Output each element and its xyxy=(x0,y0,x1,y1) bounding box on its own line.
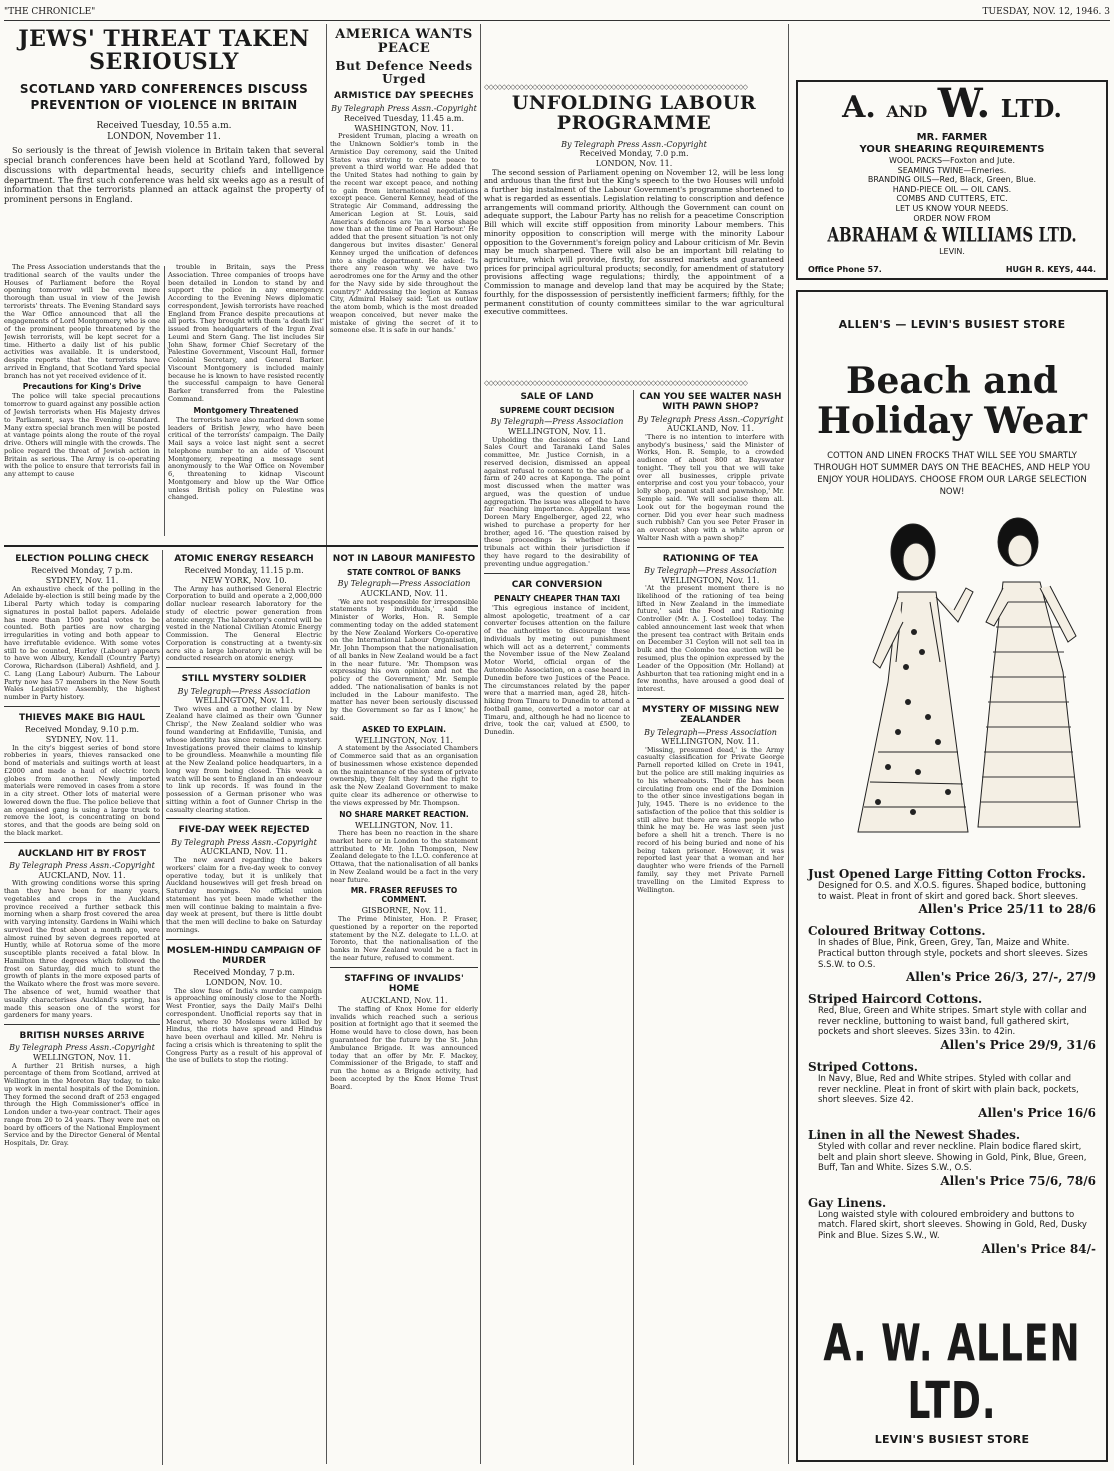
auckland-title: AUCKLAND HIT BY FROST xyxy=(18,848,146,859)
ad-item-price: Allen's Price 26/3, 27/-, 27/9 xyxy=(905,970,1096,985)
nash-title: CAN YOU SEE WALTER NASH WITH PAWN SHOP? xyxy=(639,392,782,413)
america-received: Received Tuesday, 11.45 a.m. xyxy=(343,114,465,124)
labour-byline: By Telegraph Press Assn.-Copyright xyxy=(561,139,707,149)
fraser-title: MR. FRASER REFUSES TO COMMENT. xyxy=(350,886,458,905)
ad-item-price: Allen's Price 84/- xyxy=(981,1241,1096,1256)
ad-item-desc: In Navy, Blue, Red and White stripes. Styled with collar and rever neckline. Pleat in front of skirt with plain back, pockets, short sleeves. Size 42. xyxy=(818,1074,1079,1106)
ad-aw-firm: ABRAHAM & WILLIAMS LTD. xyxy=(827,223,1077,247)
rule xyxy=(4,706,160,707)
ad-aw-l1: MR. FARMER xyxy=(916,132,988,143)
dotted-border: ◇◇◇◇◇◇◇◇◇◇◇◇◇◇◇◇◇◇◇◇◇◇◇◇◇◇◇◇◇◇◇◇◇◇◇◇◇◇◇◇◇◇◇◇◇◇◇◇◇◇◇◇◇◇◇◇◇◇◇◇ xyxy=(484,84,747,90)
auckland-dateline: AUCKLAND, Nov. 11. xyxy=(38,870,126,880)
share-dateline: WELLINGTON, Nov. 11. xyxy=(355,820,453,830)
ad-item-price: Allen's Price 29/9, 31/6 xyxy=(940,1038,1096,1052)
moslem-title: MOSLEM-HINDU CAMPAIGN OF MURDER xyxy=(166,945,322,966)
col-divider xyxy=(162,550,163,1465)
land-dateline: WELLINGTON, Nov. 11. xyxy=(508,426,606,436)
mystery-byline: By Telegraph—Press Association xyxy=(644,727,777,737)
rule xyxy=(637,547,784,548)
ad-abraham-williams xyxy=(796,80,1108,280)
ad-item-desc: Long waisted style with coloured embroidery and buttons to match. Flared skirt, short sleeves. Showing in Gold, Red, Dusky Pink and Blue. Sizes S.W., W. xyxy=(818,1209,1087,1241)
ad-allen-illustration xyxy=(818,502,1088,842)
ad-allen-logo: A. W. ALLEN LTD. xyxy=(823,1315,1081,1431)
rule xyxy=(637,698,784,699)
labour-received: Received Monday, 7.0 p.m. xyxy=(579,149,689,159)
fiveday-text: The new award regarding the bakers workers' claim for a five-day week to convey operative today, but it is unlikely that Auckland housewives will get fresh bread on Saturday mornings. No official union statement has yet been made whether the men will continue baking to maintain a five-day week at present, but there is little doubt that the men will decline to bake on Saturday mornings. xyxy=(166,855,322,934)
ad-allen-item xyxy=(808,1128,1096,1188)
staffing-dateline: AUCKLAND, Nov. 11. xyxy=(360,996,448,1006)
thieves-title: THIEVES MAKE BIG HAUL xyxy=(18,713,146,724)
land-byline: By Telegraph—Press Association xyxy=(490,417,624,427)
nurses-title: BRITISH NURSES ARRIVE xyxy=(19,1031,145,1042)
moslem-text: The slow fuse of India's murder campaign is approaching ominously close to the North-West Frontier, says the Daily Mail's Delhi correspondent. Unofficial reports say that in Meerut, where 30 Moslems were killed by Hindus, the riots have spread and Hindus have been overhaul and killed. Mr. Nehru is facing a crisis which is threatening to split the Congress Party as a result of his approval of the use of bullets to stop the rioting. xyxy=(166,986,322,1065)
fiveday-dateline: AUCKLAND, Nov. 11. xyxy=(200,847,288,857)
lead-headline: JEWS' THREAT TAKEN SERIOUSLY xyxy=(18,26,310,76)
labour-text: The second session of Parliament opening on November 12, will be less long and arduous than the first but the King's speech to the two Houses will unfold a further big instalment of the Labour Government's programme shortened to what is regarded as essentials. Legislation relating to conscription and defence arrangements will command priority. Although the Government can count on adequate support, the Labour Party has no relish for a peacetime Conscription Bill which will excite stiff opposition from minority Labour members. This minority opposition to conscription will merge with the minority Labour opposition to the Government's foreign policy and Labour criticism of Mr. Bevin may be much sharpened. There will also be an important bill relating to agriculture, which will provide, firstly, for assured markets and guaranteed prices for principal agricultural products; secondly, for amendment of statutory provisions affecting wage regulations; thirdly, the appointment of a Commission to manage and develop land that may be acquired by the State; fourthly, for the dispossession of persistently inefficient farmers; fifthly, for the permanent constitution of county committees similar to the war agricultural executive committees. xyxy=(484,167,784,317)
ad-aw-ltd: LTD. xyxy=(1000,94,1062,123)
nash-byline: By Telegraph Press Assn.-Copyright xyxy=(637,414,784,424)
woman-right xyxy=(978,518,1080,827)
soldier-dateline: WELLINGTON, Nov. 11. xyxy=(195,696,293,706)
election-received: Received Monday, 7 p.m. xyxy=(31,566,133,576)
lead-col1-sub: Precautions for King's Drive xyxy=(22,382,142,392)
soldier-byline: By Telegraph—Press Association xyxy=(177,686,311,696)
rule xyxy=(166,818,322,819)
car-sec: PENALTY CHEAPER THAN TAXI xyxy=(493,593,621,603)
rule xyxy=(4,842,160,843)
ad-aw-w: W. xyxy=(937,80,991,127)
lead-subhead: SCOTLAND YARD CONFERENCES DISCUSS PREVENTION OF VIOLENCE IN BRITAIN xyxy=(19,82,309,112)
ad-item-name: Striped Cottons. xyxy=(808,1060,918,1074)
election-title: ELECTION POLLING CHECK xyxy=(15,554,149,564)
ad-allen-banner: ALLEN'S — LEVIN'S BUSIEST STORE xyxy=(838,318,1066,331)
america-text: President Truman, placing a wreath on the Unknown Soldier's tomb in the Armistice Day ceremony, said the United States was striving to create peace to prevent a third world war. He added that the United States had nothing to gain by the recent war except peace, and nothing to gain from international negotiations except peace. General Kenney, head of the Strategic Air Command, addressing the American Legion at St. Louis, said America's defences are 'in a worse shape now than at the time of Pearl Harbour.' He added that the present situation 'is not only dangerous but invites disaster.' General Kenney urged the unification of defences into a single department. He asked: 'Is there any reason why we have two aerodromes one for the Army and the other for the Navy side by side throughout the country?' Addressing the legion at Kansas City, Admiral Halsey said: 'Let us outlaw the atom bomb, which is the most dreaded weapon conceived, but never make the mistake of giving the secret of it to someone else. It is safe in our hands.' xyxy=(330,132,478,335)
ad-item-desc: Designed for O.S. and X.O.S. figures. Shaped bodice, buttoning to waist. Pleat in front of skirt and gored back. Short sleeves. xyxy=(818,881,1087,902)
col-divider xyxy=(788,24,789,1464)
rule xyxy=(166,667,322,668)
lead-divider xyxy=(164,266,165,536)
ad-allen-footer: LEVIN'S BUSIEST STORE xyxy=(874,1433,1030,1446)
ad-allen-item xyxy=(808,867,1096,916)
ad-item-price: Allen's Price 25/11 to 28/6 xyxy=(918,902,1096,917)
column-c-left xyxy=(330,552,478,1467)
frocks-illustration xyxy=(818,502,1088,842)
america-story xyxy=(330,24,478,544)
nurses-dateline: WELLINGTON, Nov. 11. xyxy=(33,1052,131,1062)
ad-allen-item xyxy=(808,992,1096,1052)
ad-allen-item xyxy=(808,1196,1096,1256)
ad-aw-l8: LET US KNOW YOUR NEEDS. xyxy=(895,203,1009,213)
soldier-text: Two wives and a mother claim by New Zealand have claimed as their own 'Gunner Chrisp', the New Zealand soldier who was found wandering at Enfidaville, Tunisia, and whose identity has since remained a mystery. Investigations proved their claims to kinship to be groundless. Meanwhile a mounting file at the New Zealand police headquarters, in a long way from being closed. This week a watch will be sent to England in an endeavour to link up records. It was found in the possession of a German prisoner who was sitting within a foot of Gunner Chrisp in the casualty clearing station. xyxy=(166,704,322,814)
moslem-dateline: LONDON, Nov. 10. xyxy=(205,977,283,987)
ad-item-name: Striped Haircord Cottons. xyxy=(808,992,983,1007)
tea-title: RATIONING OF TEA xyxy=(662,553,759,564)
lead-col1: The Press Association understands that the traditional search of the vaults under the Houses of Parliament before the Royal opening tomorrow will be even more thorough than usual in view of the Jewish terrorists' threats. The Evening Standard says the War Office announced that all the engagements of Lord Montgomery, who is one of the prominent people threatened by the Jewish terrorists, will be kept secret for a time. Hitherto a daily list of his public activities was available. It is understood, despite reports that the terrorists have arrived in England, that Scotland Yard special branch has not yet received evidence of it. xyxy=(4,263,160,380)
atomic-title: ATOMIC ENERGY RESEARCH xyxy=(174,554,314,564)
ad-aw-manager: HUGH R. KEYS, 444. xyxy=(1005,265,1096,274)
manifesto-text: 'We are not responsible for irresponsible statements by individuals,' said the Minister of Works, Hon. R. Semple commenting today on the added statement by the New Zealand Workers Co-operative on the International Labour Organisation, Mr. John Thompson that the nationalisation of all banks in New Zealand would be a fact in the near future. 'Mr. Thompson was expressing his own opinion and not the policy of the Government,' Mr. Semple added. 'The nationalisation of banks is not included in the Labour manifesto. The matter has never been seriously discussed by the Government so far as I know,' he said. xyxy=(330,597,478,723)
column-a xyxy=(4,552,160,1467)
ad-aw-l9: ORDER NOW FROM xyxy=(913,213,991,223)
ad-item-desc: In shades of Blue, Pink, Green, Grey, Tan, Maize and White. Practical button through style, pockets and short sleeves. Sizes S.S.W. to O.S. xyxy=(818,938,1088,970)
lead-intro: So seriously is the threat of Jewish violence in Britain taken that several special branch conferences have been held at Scotland Yard, followed by discussions with departmental heads, security chiefs and intelligence department. The first such conference was held six weeks ago as a result of information that the terrorists planned an attack against the property of prominent persons in England. xyxy=(4,144,324,205)
america-sec: ARMISTICE DAY SPEECHES xyxy=(333,91,475,102)
thieves-received: Received Monday, 9.10 p.m. xyxy=(24,725,140,735)
mystery-title: MYSTERY OF MISSING NEW ZEALANDER xyxy=(641,704,780,726)
soldier-title: STILL MYSTERY SOLDIER xyxy=(181,674,307,685)
ad-item-name: Linen in all the Newest Shades. xyxy=(808,1127,1021,1142)
ad-allen-h1: Beach and xyxy=(846,360,1058,402)
lead-col1b: The police will take special precautions tomorrow to guard against any possible action of Jewish terrorists when His Majesty drives to Parliament, says the Evening Standard. Many extra special branch men will be posted at vantage points along the route of the royal drive. Others will mingle with the crowds. The police regard the threat of Jewish action in Britain as serious. The Army is co-operating with the police to ensure that terrorists fail in any attempt to cause xyxy=(4,392,160,479)
column-c-right xyxy=(637,390,784,1465)
manifesto-dateline: AUCKLAND, Nov. 11. xyxy=(360,588,448,598)
land-text: Upholding the decisions of the Land Sales Court and Taranaki Land Sales committee, Mr. Justice Cornish, in a reserved decision, dismissed an appeal against refusal to consent to the sale of a farm of 240 acres at Kaponga. The point most discussed when the matter was argued, was the question of undue aggregation. The issue was alleged to have far reaching importance. Appellant was Doreen Mary Engelberger, aged 22, who wished to purchase a property for her brother, aged 16. 'The question raised by these proceedings is whether these tribunals act within their jurisdiction if they have regard to the desirability of preventing undue aggregation.' xyxy=(484,435,630,568)
election-dateline: SYDNEY, Nov. 11. xyxy=(45,575,119,585)
ad-aw-town: LEVIN. xyxy=(939,247,965,257)
lead-story xyxy=(4,24,324,544)
ad-aw-l2: YOUR SHEARING REQUIREMENTS xyxy=(859,144,1045,155)
manifesto-sec: STATE CONTROL OF BANKS xyxy=(347,568,461,578)
mystery-dateline: WELLINGTON, Nov. 11. xyxy=(661,737,760,747)
explain-text: A statement by the Associated Chambers of Commerce said that as an organisation of businessmen whose existence depended on the maintenance of the system of private ownership, they felt they had the right to ask the New Zealand Government to make quite clear its adherence or otherwise to the views expressed by Mr. Thompson. xyxy=(330,744,478,807)
labour-dateline: LONDON, Nov. 11. xyxy=(595,159,673,169)
lead-col2-sub: Montgomery Threatened xyxy=(193,405,299,415)
ad-item-name: Just Opened Large Fitting Cotton Frocks. xyxy=(808,867,1086,881)
land-title: SALE OF LAND xyxy=(520,392,594,402)
america-headline: AMERICA WANTS PEACE xyxy=(335,27,473,56)
woman-left xyxy=(858,524,973,832)
atomic-dateline: NEW YORK, Nov. 10. xyxy=(201,575,287,585)
ad-allen-item xyxy=(808,1060,1096,1120)
staffing-title: STAFFING OF INVALIDS' HOME xyxy=(344,973,464,994)
thieves-dateline: SYDNEY, Nov. 11. xyxy=(45,734,119,744)
tea-dateline: WELLINGTON, Nov. 11. xyxy=(661,575,760,585)
fraser-dateline: GISBORNE, Nov. 11. xyxy=(361,906,447,916)
lead-received: Received Tuesday, 10.55 a.m. xyxy=(96,121,232,132)
column-b-left xyxy=(166,552,322,1467)
labour-story xyxy=(484,92,784,378)
explain-dateline: WELLINGTON, Nov. 11. xyxy=(355,735,453,745)
ad-aw-l5: BRANDING OILS—Red, Black, Green, Blue. xyxy=(867,175,1037,185)
ad-aw-and: AND xyxy=(886,102,928,121)
masthead-rule xyxy=(4,20,1110,21)
ad-allen-items xyxy=(808,867,1096,1264)
fraser-text: The Prime Minister, Hon. P. Fraser, questioned by a reporter on the reported statement by the N.Z. delegate to I.L.O. at Toronto, that the nationalisation of the banks in New Zealand would be a fact in the near future, refused to comment. xyxy=(330,915,478,962)
labour-headline: UNFOLDING LABOUR PROGRAMME xyxy=(511,92,757,134)
car-title: CAR CONVERSION xyxy=(511,579,603,590)
share-text: There has been no reaction in the share market here or in London to the statement attributed to Mr. John Thompson, New Zealand delegate to the I.L.O. conference at Ottawa, that the nationalisation of all banks in New Zealand would be a fact in the very near future. xyxy=(330,829,478,884)
col-divider xyxy=(480,24,481,1464)
ad-item-desc: Styled with collar and rever neckline. Plain bodice flared skirt, belt and plain short sleeve. Showing in Gold, Pink, Blue, Green, Buff, Tan and White. Sizes S.W., O.S. xyxy=(818,1141,1087,1174)
nash-dateline: AUCKLAND, Nov. 11. xyxy=(666,424,755,434)
explain-title: ASKED TO EXPLAIN. xyxy=(362,724,446,734)
ad-allen-h2: Holiday Wear xyxy=(816,400,1088,442)
atomic-text: The Army has authorised General Electric Corporation to build and operate a 2,000,000 dollar nuclear research laboratory for the study of electric power generation from atomic energy. The laboratory's control will be vested in the National Civilian Atomic Energy Commission. The General Electric Corporation is constructing at a twenty-six acre site a large laboratory in which will be conducted research on atomic energy. xyxy=(166,584,322,663)
manifesto-title: NOT IN LABOUR MANIFESTO xyxy=(332,554,476,564)
ad-aw-a: A. xyxy=(842,90,876,125)
ad-aw-l7: COMBS AND CUTTERS, ETC. xyxy=(896,194,1008,204)
paper-name: "THE CHRONICLE" xyxy=(4,7,96,17)
lead-col2b: The terrorists have also marked down some leaders of British Jewry, who have been critical of the terrorists' campaign. The Daily Mail says a voice last night sent a secret telephone number to an aide of Viscount Montgomery, repeating a message sent anonymously to the War Office on November 6, threatening to kidnap Viscount Montgomery and blow up the War Office unless British policy on Palestine was changed. xyxy=(168,415,324,502)
ad-aw-l6: HAND-PIECE OIL — OIL CANS. xyxy=(892,184,1012,194)
america-subhead: But Defence Needs Urged xyxy=(335,59,473,86)
america-dateline: WASHINGTON, Nov. 11. xyxy=(354,123,454,133)
dotted-border: ◇◇◇◇◇◇◇◇◇◇◇◇◇◇◇◇◇◇◇◇◇◇◇◇◇◇◇◇◇◇◇◇◇◇◇◇◇◇◇◇◇◇◇◇◇◇◇◇◇◇◇◇◇◇◇◇◇◇◇◇ xyxy=(484,380,747,386)
ad-item-name: Gay Linens. xyxy=(808,1195,887,1210)
lead-col-left xyxy=(4,264,160,479)
america-byline: By Telegraph Press Assn.-Copyright xyxy=(331,104,477,114)
ad-item-name: Coloured Britway Cottons. xyxy=(808,924,986,939)
car-text: 'This egregious instance of incident, almost apologetic, treatment of a car converter focuses attention on the failure of the authorities to discourage these individuals by meting out punishment which will act as a deterrent,' comments the November issue of the New Zealand Motor World, official organ of the Automobile Association, on a case heard in Dunedin before two Justices of the Peace. The circumstances related by the paper were that a married man, aged 28, hitch-hiking from Timaru to Dunedin to attend a football game, converted a motor car at Timaru, and, although he had no licence to drive, took the car, valued at £500, to Dunedin. xyxy=(484,603,630,737)
ad-aw-l4: SEAMING TWINE—Emeries. xyxy=(897,165,1007,175)
manifesto-byline: By Telegraph—Press Association xyxy=(337,579,471,589)
tea-byline: By Telegraph—Press Association xyxy=(644,565,777,575)
election-text: An exhaustive check of the polling in the Adelaide by-election is still being made by the Liberal Party which today is comparing signatures in postal ballot papers. Adelaide has more than 1500 postal votes to be counted. Both parties are now charging irregularities in voting and both appear to have irrefutable evidence. With some votes still to be counted, Hurley (Labour) appears to have won Albury, Kendall (Country Party) Corowa, Richardson (Liberal) Ashfield, and J. C. Lang (Lang Labour) Auburn. The Labour Party now has 57 members in the New South Wales Legislative Assembly, the highest number in Party history. xyxy=(4,584,160,702)
ad-allen-item xyxy=(808,924,1096,984)
col-divider xyxy=(326,24,327,1464)
auckland-text: With growing conditions worse this spring than they have been for many years, vegetables and crops in the Auckland province received a further setback this morning when a sharp frost covered the area with varying intensity. Gardens in Waihi which survived the frost about a month ago, were almost ruined by seven degrees reported at Huntly, while at Rotorua some of the more susceptible plants received a fatal blow. In Hamilton three degrees which followed the frost on Saturday, did much to stunt the growth of plants in the more exposed parts of the Waikato where the frost was more severe. The absence of wet, humid weather that usually characterises Auckland's spring, has made this season one of the worst for gardeners for many years. xyxy=(4,879,160,1020)
ad-item-price: Allen's Price 75/6, 78/6 xyxy=(940,1173,1096,1188)
thieves-text: In the city's biggest series of bond store robberies in years, thieves ransacked one bond of materials and suitings worth at least £2000 and made a haul of electric torch globes from another. Newly imported materials were removed in cases from a store in a city street. Other lots of material were lowered down the flue. The police believe that an organised gang is using a large truck to remove the loot, is concentrating on bond stores, and that the goods are being sold on the black market. xyxy=(4,743,160,837)
moslem-received: Received Monday, 7 p.m. xyxy=(193,968,295,978)
share-title: NO SHARE MARKET REACTION. xyxy=(339,809,469,819)
nurses-byline: By Telegraph Press Assn.-Copyright xyxy=(9,1043,155,1053)
ad-allen xyxy=(796,290,1108,1462)
lead-col-right xyxy=(168,264,324,502)
ad-aw-contact xyxy=(808,265,1096,274)
ad-allen-intro: COTTON AND LINEN FROCKS THAT WILL SEE YOU SMARTLY THROUGH HOT SUMMER DAYS ON THE BEACHES, AND HELP YOU ENJOY YOUR HOLIDAYS. CHOOSE FROM OUR LARGE SELECTION NOW! xyxy=(813,451,1091,497)
mystery-text: 'Missing, presumed dead,' is the Army casualty classification for Private George Parnell reported killed on Crete in 1941, but the police are still making inquiries as to his whereabouts. Their file has been circulating from one end of the Dominion to the other since investigations began in July, 1945. There is no evidence to the satisfaction of the police that this soldier is still alive but there are some people who think he may be. He was last seen just before a shell hit a trench. There is no record of his being buried and none of his being taken prisoner. However, it was reported last year that a woman and her daughter who were friends of the Parnell family, say they met Private Parnell travelling on the Limited Express to Wellington. xyxy=(637,745,784,894)
col-divider xyxy=(633,390,634,1465)
ad-aw-title xyxy=(798,80,1106,128)
ad-aw-phone: Office Phone 57. xyxy=(808,265,882,274)
ad-item-price: Allen's Price 16/6 xyxy=(978,1105,1096,1120)
column-c-mid xyxy=(484,390,630,1465)
ad-aw-l3: WOOL PACKS—Foxton and Jute. xyxy=(888,156,1016,165)
land-sec: SUPREME COURT DECISION xyxy=(499,406,615,416)
rule xyxy=(4,1024,160,1025)
lead-col2: trouble in Britain, says the Press Association. Three companies of troops have been detailed in London to stand by and support the police in any emergency. According to the Evening News diplomatic correspondent, Jewish terrorists have reached England from France despite precautions at all ports. They brought with them 'a death list' issued from headquarters of the Irgun Zvai Leumi and Stern Gang. The list includes Sir John Shaw, former Chief Secretary of the Palestine Government, Viscount Hall, former Colonial Secretary, and General Barker. Viscount Montgomery is included mainly because he is known to have resisted recently the successful campaign to have General Barker transferred from the Palestine Command. xyxy=(168,263,324,404)
nash-text: 'There is no intention to interfere with anybody's business,' said the Minister of Works, Hon. R. Semple, to a crowded audience of about 800 at Bayswater tonight. 'They tell you that we will take over all businesses, cripple private enterprise and cost you your tobacco, your lolly shop, peanut stall and pawnshop,' Mr. Semple said. 'We will socialise them all. Look out for the bogeyman round the corner. Did you ever hear such madness such rubbish? Can you see Peter Fraser in an overcoat shop with a white apron or Walter Nash with a pawn shop?' xyxy=(637,432,784,542)
atomic-received: Received Monday, 11.15 p.m. xyxy=(184,566,304,576)
rule xyxy=(484,573,630,574)
rule xyxy=(164,545,478,547)
staffing-text: The staffing of Knox Home for elderly invalids which reached such a serious position at fortnight ago that it seemed the Home would have to close down, has been guaranteed for the future by the St. John Ambulance Brigade. It was announced today that an offer by Mr. F. Mackey, Commissioner of the Brigade, to staff and run the home as a Brigade activity, had been accepted by the Knox Home Trust Board. xyxy=(330,1004,478,1091)
rule xyxy=(330,967,478,968)
masthead xyxy=(4,4,1110,20)
issue-date: TUESDAY, NOV. 12, 1946. 3 xyxy=(982,7,1110,17)
lead-dateline: LONDON, November 11. xyxy=(107,132,221,143)
tea-text: 'At the present moment there is no likelihood of the rationing of tea being lifted in New Zealand in the immediate future,' said the Food and Rationing Controller (Mr. A. J. Costelloe) today. The cabled announcement last week that when the present tea contract with Britain ends on December 31 Ceylon will not sell tea in bulk and the Colombo tea auction will be resumed, plus the opinion expressed by the Leader of the Opposition (Mr. Holland) at Ashburton that tea rationing might end in a few months, have aroused a good deal of interest. xyxy=(637,584,784,694)
auckland-byline: By Telegraph Press Assn.-Copyright xyxy=(9,861,155,871)
nurses-text: A further 21 British nurses, a high percentage of them from Scotland, arrived at Wellington in the Moreton Bay today, to take up work in mental hospitals of the Dominion. They formed the second draft of 253 engaged through the High Commissioner's office in London under a two-year contract. Their ages range from 20 to 24 years. They were met on board by officers of the National Employment Service and by the Director General of Mental Hospitals, Dr. Gray. xyxy=(4,1061,160,1148)
fiveday-title: FIVE-DAY WEEK REJECTED xyxy=(178,825,310,836)
rule xyxy=(166,939,322,940)
ad-item-desc: Red, Blue, Green and White stripes. Smart style with collar and rever neckline, buttoning to waist band, full gathered skirt, pockets and short sleeves. Sizes 33in. to 42in. xyxy=(818,1006,1087,1038)
fiveday-byline: By Telegraph Press Assn.-Copyright xyxy=(171,837,317,847)
